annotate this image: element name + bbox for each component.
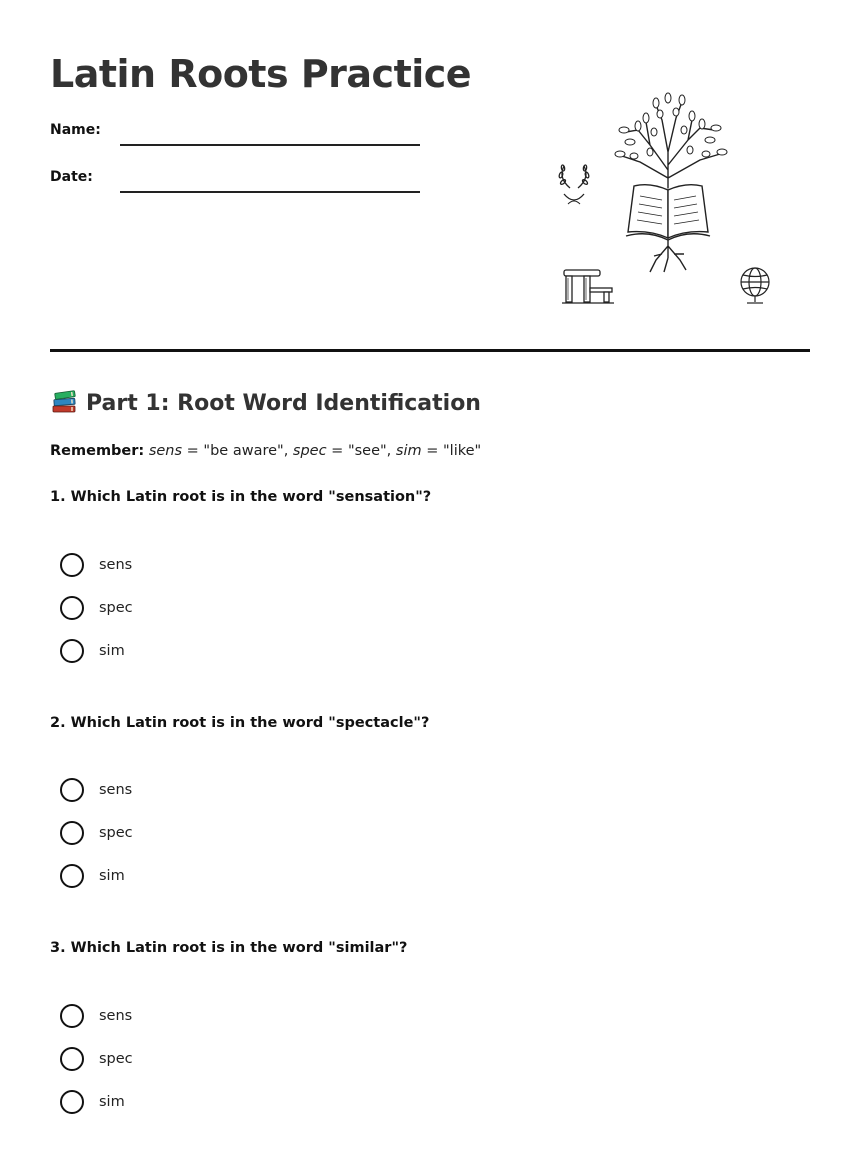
option-label: sim — [99, 643, 125, 659]
question-text: 3. Which Latin root is in the word "similar"? — [50, 940, 408, 956]
radio-button[interactable] — [60, 778, 84, 802]
name-field — [50, 116, 420, 146]
open-book-icon — [626, 185, 710, 272]
date-label: Date: — [50, 169, 93, 185]
remember-label: Remember: — [50, 443, 145, 459]
option-sim[interactable] — [60, 1090, 360, 1116]
option-sim[interactable] — [60, 639, 360, 665]
radio-button[interactable] — [60, 1090, 84, 1114]
greek-columns-icon — [562, 270, 614, 303]
option-label: sens — [99, 1008, 133, 1024]
option-label: spec — [99, 600, 133, 616]
meaning-sim: = "like" — [421, 443, 482, 459]
option-label: spec — [99, 825, 133, 841]
question-text: 2. Which Latin root is in the word "spectacle"? — [50, 715, 430, 731]
option-label: sens — [99, 557, 133, 573]
question-text: 1. Which Latin root is in the word "sensation"? — [50, 489, 432, 505]
root-spec: spec — [292, 443, 327, 459]
meaning-sens: = "be aware", — [182, 443, 293, 459]
globe-icon — [741, 268, 769, 303]
header-divider — [50, 349, 810, 352]
option-label: sim — [99, 1094, 125, 1110]
option-label: sens — [99, 782, 133, 798]
section-title-text: Part 1: Root Word Identification — [86, 391, 481, 416]
tree-icon — [615, 93, 727, 188]
option-sim[interactable] — [60, 864, 360, 890]
date-blank-line[interactable] — [120, 191, 420, 193]
radio-button[interactable] — [60, 864, 84, 888]
option-spec[interactable] — [60, 1047, 360, 1073]
option-sens[interactable] — [60, 1004, 360, 1030]
section-title — [50, 388, 481, 420]
remember-note — [50, 440, 481, 462]
radio-button[interactable] — [60, 639, 84, 663]
page-title: Latin Roots Practice — [50, 52, 472, 96]
option-label: spec — [99, 1051, 133, 1067]
meaning-spec: = "see", — [326, 443, 396, 459]
option-label: sim — [99, 868, 125, 884]
radio-button[interactable] — [60, 821, 84, 845]
name-blank-line[interactable] — [120, 144, 420, 146]
radio-button[interactable] — [60, 1004, 84, 1028]
option-sens[interactable] — [60, 778, 360, 804]
laurel-wreath-icon — [558, 165, 589, 204]
root-sens: sens — [148, 443, 183, 459]
option-spec[interactable] — [60, 821, 360, 847]
name-label: Name: — [50, 122, 101, 138]
header-illustration — [550, 90, 785, 310]
radio-button[interactable] — [60, 1047, 84, 1071]
books-icon — [50, 388, 78, 414]
option-sens[interactable] — [60, 553, 360, 579]
option-spec[interactable] — [60, 596, 360, 622]
radio-button[interactable] — [60, 553, 84, 577]
radio-button[interactable] — [60, 596, 84, 620]
date-field — [50, 163, 420, 193]
root-sim: sim — [395, 443, 422, 459]
